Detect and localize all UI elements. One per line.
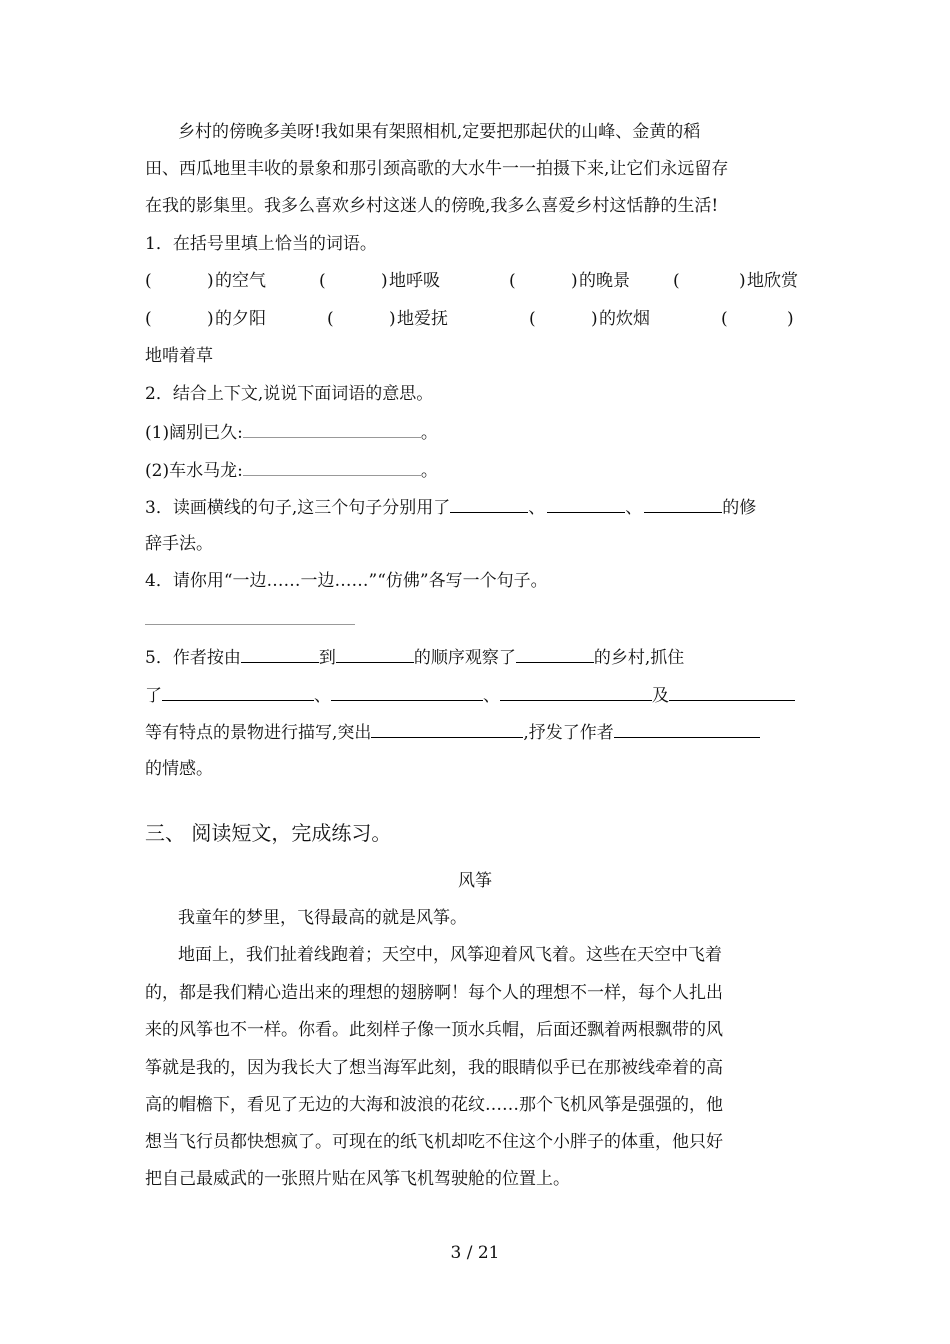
q5-text: 到 [318,648,336,668]
passage-line: 乡村的傍晚多美呀!我如果有架照相机,定要把那起伏的山峰、金黄的稻 [178,122,701,142]
q1-word: 地呼吸 [389,271,440,291]
page-number: 3 / 21 [450,1243,500,1263]
answer-blank[interactable] [500,682,652,701]
story-line: 想当飞行员都快想疯了。可现在的纸飞机却吃不住这个小胖子的体重，他只好 [145,1132,723,1152]
q2-item-1 [145,419,438,445]
q5-text: 了 [145,686,162,706]
answer-blank[interactable] [162,682,314,701]
q5-text: 及 [652,686,669,706]
q2-prompt: 2．结合上下文,说说下面词语的意思。 [145,384,434,404]
q5-text: 等有特点的景物进行描写,突出 [145,723,372,743]
answer-blank[interactable] [243,419,421,438]
close-paren: ) [571,271,578,291]
q3-line-1 [145,494,756,520]
q2-item-label: (1)阔别已久: [145,423,243,443]
answer-blank[interactable] [450,494,528,513]
answer-blank[interactable] [371,719,523,738]
separator: 、 [314,686,331,706]
separator: 、 [625,498,643,518]
answer-blank[interactable] [644,494,722,513]
passage-line: 在我的影集里。我多么喜欢乡村这迷人的傍晚,我多么喜爱乡村这恬静的生活! [145,196,719,216]
open-paren: ( [673,271,680,291]
q4-prompt: 4．请你用“一边……一边……”“仿佛”各写一个句子。 [145,571,548,591]
story-title: 风筝 [458,871,492,891]
q2-item-2 [145,457,438,483]
period: 。 [420,423,438,443]
q1-tail: 地啃着草 [145,346,213,366]
separator: 、 [528,498,546,518]
close-paren: ) [207,271,214,291]
open-paren: ( [327,309,334,329]
open-paren: ( [721,309,728,329]
q1-word: 地欣赏 [747,271,798,291]
answer-blank[interactable] [241,644,319,663]
close-paren: ) [591,309,598,329]
answer-line[interactable] [145,624,355,625]
open-paren: ( [145,271,152,291]
q3-text: 3．读画横线的句子,这三个句子分别用了 [145,498,451,518]
q3-text: 的修 [722,498,757,518]
close-paren: ) [381,271,388,291]
story-line: 筝就是我的，因为我长大了想当海军此刻，我的眼睛似乎已在那被线牵着的高 [145,1058,723,1078]
passage-line: 田、西瓜地里丰收的景象和那引颈高歌的大水牛一一拍摄下来,让它们永远留存 [145,159,729,179]
open-paren: ( [509,271,516,291]
answer-blank[interactable] [516,644,594,663]
answer-blank[interactable] [669,682,795,701]
story-line: 高的帽檐下，看见了无边的大海和波浪的花纹……那个飞机风筝是强强的，他 [145,1095,723,1115]
story-line: 的，都是我们精心造出来的理想的翅膀啊！每个人的理想不一样，每个人扎出 [145,983,723,1003]
q5-text: ,抒发了作者 [523,723,614,743]
story-line: 来的风筝也不一样。你看。此刻样子像一顶水兵帽，后面还飘着两根飘带的风 [145,1020,723,1040]
close-paren: ) [389,309,396,329]
open-paren: ( [529,309,536,329]
story-line: 把自己最威武的一张照片贴在风筝飞机驾驶舱的位置上。 [145,1169,570,1189]
close-paren: ) [739,271,746,291]
open-paren: ( [145,309,152,329]
open-paren: ( [319,271,326,291]
period: 。 [420,461,438,481]
q5-line-2 [145,682,795,708]
q5-text: 的乡村,抓住 [593,648,685,668]
q5-text: 5．作者按由 [145,648,241,668]
q1-word: 的炊烟 [599,309,650,329]
q1-prompt: 1．在括号里填上恰当的词语。 [145,234,377,254]
answer-blank[interactable] [331,682,483,701]
q5-line-1 [145,644,684,670]
q1-word: 的夕阳 [215,309,266,329]
answer-blank[interactable] [336,644,414,663]
close-paren: ) [787,309,794,329]
story-line: 我童年的梦里，飞得最高的就是风筝。 [178,908,467,928]
close-paren: ) [207,309,214,329]
q1-word: 的晚景 [579,271,630,291]
q5-text: 的顺序观察了 [413,648,516,668]
separator: 、 [483,686,500,706]
q3-line-2: 辞手法。 [145,534,213,554]
answer-blank[interactable] [547,494,625,513]
q2-item-label: (2)车水马龙: [145,461,243,481]
q1-word: 的空气 [215,271,266,291]
answer-blank[interactable] [243,457,421,476]
q5-line-3 [145,719,760,745]
story-line: 地面上，我们扯着线跑着；天空中，风筝迎着风飞着。这些在天空中飞着 [178,945,722,965]
section-title: 三、 阅读短文，完成练习。 [145,821,392,845]
q1-word: 地爱抚 [397,309,448,329]
answer-blank[interactable] [614,719,760,738]
q5-line-4: 的情感。 [145,759,213,779]
